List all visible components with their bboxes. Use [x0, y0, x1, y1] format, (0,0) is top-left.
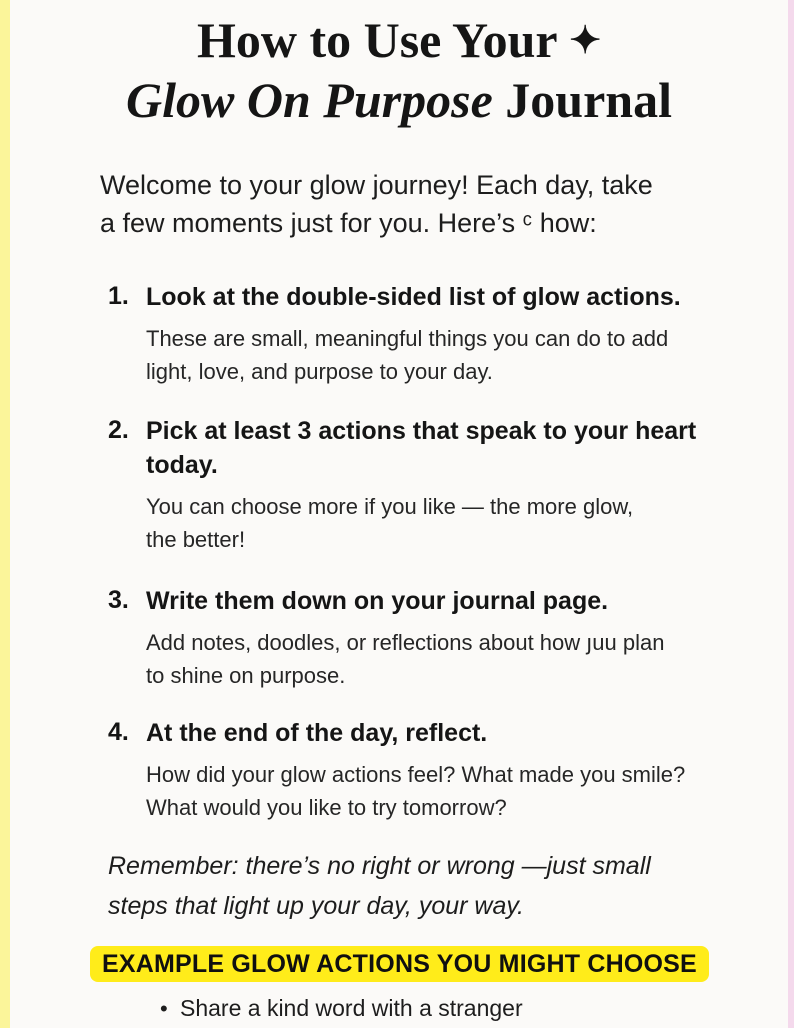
- step-heading: Look at the double-sided list of glow actions.: [146, 283, 681, 311]
- remember-note: [108, 846, 748, 926]
- step-heading-line: Pick at least 3 actions that speak to your heart: [146, 417, 697, 445]
- right-page-edge: [788, 0, 794, 1028]
- step-body: [146, 490, 746, 556]
- step-body: [146, 626, 746, 692]
- step-body-line: You can choose more if you like — the more glow,: [146, 494, 634, 519]
- intro-paragraph: [100, 166, 760, 242]
- title-text: How to Use Your: [196, 12, 557, 68]
- step-body-line: What would you like to try tomorrow?: [146, 795, 507, 820]
- journal-page: [10, 0, 788, 1028]
- step-3: [108, 584, 768, 692]
- step-body: [146, 758, 746, 824]
- example-actions-banner: EXAMPLE GLOW ACTIONS YOU MIGHT CHOOSE: [90, 946, 709, 982]
- step-heading: Write them down on your journal page.: [146, 587, 609, 615]
- step-body-line: How did your glow actions feel? What made you smile?: [146, 762, 686, 787]
- step-1: [108, 280, 768, 388]
- step-body-line: to shine on purpose.: [146, 663, 346, 688]
- step-number: 3.: [108, 586, 129, 614]
- step-body-line: the better!: [146, 527, 246, 552]
- journal-name: Glow On Purpose: [126, 72, 493, 128]
- step-body-line: These are small, meaningful things you can do to add: [146, 326, 669, 351]
- intro-line-2: a few moments just for you. Here’s ᶜ how:: [100, 208, 597, 238]
- step-body: [146, 322, 746, 388]
- page-title-line-2: [10, 72, 788, 128]
- step-number: 1.: [108, 282, 129, 310]
- step-heading-line: today.: [146, 451, 218, 479]
- example-action-item: [160, 992, 523, 1025]
- remember-line-2: steps that light up your day, your way.: [108, 892, 524, 920]
- page-title-line-1: [10, 12, 788, 69]
- step-heading: [146, 414, 768, 482]
- remember-line-1: Remember: there’s no right or wrong —just small: [108, 852, 651, 880]
- intro-line-1: Welcome to your glow journey! Each day, take: [100, 170, 653, 200]
- title-journal-word: Journal: [505, 72, 672, 128]
- left-page-edge: [0, 0, 10, 1028]
- step-number: 2.: [108, 416, 129, 444]
- step-number: 4.: [108, 718, 129, 746]
- step-4: [108, 716, 768, 824]
- step-2: [108, 414, 768, 556]
- step-body-line: Add notes, doodles, or reflections about how յuu plan: [146, 630, 665, 655]
- bullet-icon: •: [160, 996, 168, 1021]
- step-body-line: light, love, and purpose to your day.: [146, 359, 493, 384]
- step-heading: At the end of the day, reflect.: [146, 719, 488, 747]
- example-action-text: Share a kind word with a stranger: [180, 995, 523, 1021]
- sparkle-icon: ✦: [569, 20, 602, 62]
